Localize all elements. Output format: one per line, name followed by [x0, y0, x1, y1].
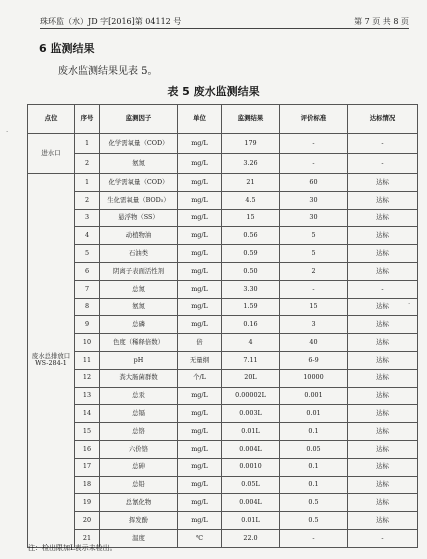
parameter-cell: 石油类	[100, 245, 178, 263]
table-row	[28, 262, 418, 280]
parameter-cell: 总汞	[100, 387, 178, 405]
standard-cell: 40	[280, 334, 348, 352]
index-cell: 12	[75, 369, 100, 387]
table-row	[28, 245, 418, 263]
result-cell: 0.01L	[222, 423, 280, 441]
compliance-cell: 达标	[348, 494, 418, 512]
parameter-cell: 六价铬	[100, 440, 178, 458]
footnote: 注：检出限加L表示未检出。	[28, 544, 117, 552]
index-cell: 8	[75, 298, 100, 316]
result-cell: 21	[222, 174, 280, 192]
unit-cell: mg/L	[178, 387, 222, 405]
result-cell: 0.004L	[222, 494, 280, 512]
parameter-cell: 氨氮	[100, 298, 178, 316]
unit-cell: mg/L	[178, 405, 222, 423]
index-cell: 6	[75, 262, 100, 280]
standard-cell: 3	[280, 316, 348, 334]
result-cell: 3.26	[222, 154, 280, 174]
table-row	[28, 298, 418, 316]
compliance-cell: 达标	[348, 351, 418, 369]
header-parameter: 监测因子	[100, 105, 178, 134]
result-cell: 0.0010	[222, 458, 280, 476]
compliance-cell: 达标	[348, 245, 418, 263]
page-number: 第 7 页 共 8 页	[354, 17, 409, 26]
margin-mark: ·	[6, 128, 9, 136]
result-cell: 0.05L	[222, 476, 280, 494]
unit-cell: mg/L	[178, 298, 222, 316]
compliance-cell: 达标	[348, 316, 418, 334]
standard-cell: 0.001	[280, 387, 348, 405]
table-row	[28, 209, 418, 227]
parameter-cell: 温度	[100, 529, 178, 547]
result-cell: 4.5	[222, 191, 280, 209]
location-cell: 废水总排放口 WS-284-1	[28, 174, 75, 548]
index-cell: 14	[75, 405, 100, 423]
standard-cell: 2	[280, 262, 348, 280]
index-cell: 10	[75, 334, 100, 352]
index-cell: 15	[75, 423, 100, 441]
index-cell: 19	[75, 494, 100, 512]
table-row	[28, 174, 418, 192]
parameter-cell: pH	[100, 351, 178, 369]
table-row	[28, 440, 418, 458]
header-index: 序号	[75, 105, 100, 134]
result-cell: 0.01L	[222, 512, 280, 530]
result-cell: 0.56	[222, 227, 280, 245]
index-cell: 9	[75, 316, 100, 334]
parameter-cell: 总铬	[100, 423, 178, 441]
parameter-cell: 生化需氧量（BOD₅）	[100, 191, 178, 209]
header-rule	[40, 28, 409, 29]
standard-cell: 0.5	[280, 512, 348, 530]
unit-cell: mg/L	[178, 423, 222, 441]
unit-cell: ℃	[178, 529, 222, 547]
unit-cell: mg/L	[178, 191, 222, 209]
parameter-cell: 悬浮物（SS）	[100, 209, 178, 227]
result-cell: 0.50	[222, 262, 280, 280]
compliance-cell: 达标	[348, 405, 418, 423]
index-cell: 13	[75, 387, 100, 405]
table-row	[28, 458, 418, 476]
result-cell: 0.16	[222, 316, 280, 334]
standard-cell: 0.05	[280, 440, 348, 458]
standard-cell: 5	[280, 245, 348, 263]
header-compliance: 达标情况	[348, 105, 418, 134]
table-row	[28, 512, 418, 530]
table-row	[28, 316, 418, 334]
unit-cell: mg/L	[178, 280, 222, 298]
table-row	[28, 154, 418, 174]
result-cell: 4	[222, 334, 280, 352]
unit-cell: mg/L	[178, 245, 222, 263]
page-header	[40, 16, 409, 32]
standard-cell: -	[280, 134, 348, 154]
header-result: 监测结果	[222, 105, 280, 134]
intro-text: 废水监测结果见表 5。	[58, 66, 158, 77]
margin-mark: ·	[408, 300, 411, 308]
compliance-cell: 达标	[348, 174, 418, 192]
result-cell: 0.00002L	[222, 387, 280, 405]
unit-cell: 无量纲	[178, 351, 222, 369]
parameter-cell: 阴离子表面活性剂	[100, 262, 178, 280]
table-row	[28, 369, 418, 387]
header-unit: 单位	[178, 105, 222, 134]
compliance-cell: -	[348, 154, 418, 174]
table-row	[28, 405, 418, 423]
table-row	[28, 280, 418, 298]
standard-cell: -	[280, 154, 348, 174]
unit-cell: mg/L	[178, 440, 222, 458]
index-cell: 1	[75, 134, 100, 154]
unit-cell: mg/L	[178, 512, 222, 530]
parameter-cell: 氨氮	[100, 154, 178, 174]
index-cell: 16	[75, 440, 100, 458]
result-cell: 22.0	[222, 529, 280, 547]
result-cell: 0.004L	[222, 440, 280, 458]
unit-cell: mg/L	[178, 458, 222, 476]
compliance-cell: 达标	[348, 423, 418, 441]
unit-cell: mg/L	[178, 494, 222, 512]
unit-cell: mg/L	[178, 174, 222, 192]
index-cell: 18	[75, 476, 100, 494]
table-row	[28, 423, 418, 441]
unit-cell: mg/L	[178, 209, 222, 227]
parameter-cell: 总氰化物	[100, 494, 178, 512]
standard-cell: -	[280, 280, 348, 298]
parameter-cell: 挥发酚	[100, 512, 178, 530]
result-cell: 7.11	[222, 351, 280, 369]
unit-cell: mg/L	[178, 476, 222, 494]
table-row	[28, 134, 418, 154]
index-cell: 3	[75, 209, 100, 227]
unit-cell: mg/L	[178, 227, 222, 245]
unit-cell: mg/L	[178, 154, 222, 174]
parameter-cell: 色度（稀释倍数）	[100, 334, 178, 352]
index-cell: 5	[75, 245, 100, 263]
index-cell: 2	[75, 191, 100, 209]
table-row	[28, 494, 418, 512]
compliance-cell: 达标	[348, 191, 418, 209]
index-cell: 1	[75, 174, 100, 192]
parameter-cell: 化学需氧量（COD）	[100, 134, 178, 154]
standard-cell: 0.1	[280, 476, 348, 494]
compliance-cell: 达标	[348, 369, 418, 387]
compliance-cell: 达标	[348, 387, 418, 405]
location-cell: 进水口	[28, 134, 75, 174]
compliance-cell: 达标	[348, 298, 418, 316]
index-cell: 4	[75, 227, 100, 245]
standard-cell: 0.5	[280, 494, 348, 512]
table-row	[28, 387, 418, 405]
compliance-cell: -	[348, 134, 418, 154]
compliance-cell: 达标	[348, 458, 418, 476]
parameter-cell: 化学需氧量（COD）	[100, 174, 178, 192]
unit-cell: 倍	[178, 334, 222, 352]
parameter-cell: 粪大肠菌群数	[100, 369, 178, 387]
compliance-cell: 达标	[348, 262, 418, 280]
parameter-cell: 动植物油	[100, 227, 178, 245]
standard-cell: 10000	[280, 369, 348, 387]
result-cell: 3.30	[222, 280, 280, 298]
index-cell: 17	[75, 458, 100, 476]
result-cell: 20L	[222, 369, 280, 387]
standard-cell: 0.1	[280, 423, 348, 441]
result-cell: 0.59	[222, 245, 280, 263]
compliance-cell: -	[348, 529, 418, 547]
result-cell: 1.59	[222, 298, 280, 316]
compliance-cell: 达标	[348, 476, 418, 494]
table-row	[28, 227, 418, 245]
unit-cell: mg/L	[178, 316, 222, 334]
header-location: 点位	[28, 105, 75, 134]
table-row	[28, 334, 418, 352]
standard-cell: 15	[280, 298, 348, 316]
table-header-row	[28, 105, 418, 134]
table-title: 表 5 废水监测结果	[167, 85, 260, 98]
compliance-cell: 达标	[348, 440, 418, 458]
header-standard: 评价标准	[280, 105, 348, 134]
parameter-cell: 总铅	[100, 476, 178, 494]
result-cell: 15	[222, 209, 280, 227]
result-cell: 179	[222, 134, 280, 154]
standard-cell: 5	[280, 227, 348, 245]
compliance-cell: -	[348, 280, 418, 298]
standard-cell: 6-9	[280, 351, 348, 369]
parameter-cell: 总镉	[100, 405, 178, 423]
parameter-cell: 总氮	[100, 280, 178, 298]
wastewater-results-table	[27, 104, 418, 548]
report-number: 珠环监（水）JD 字[2016]第 04112 号	[40, 17, 182, 26]
index-cell: 2	[75, 154, 100, 174]
compliance-cell: 达标	[348, 227, 418, 245]
parameter-cell: 总砷	[100, 458, 178, 476]
index-cell: 7	[75, 280, 100, 298]
standard-cell: 30	[280, 191, 348, 209]
section-title: 6 监测结果	[39, 42, 95, 55]
result-cell: 0.003L	[222, 405, 280, 423]
index-cell: 21	[75, 529, 100, 547]
compliance-cell: 达标	[348, 209, 418, 227]
unit-cell: mg/L	[178, 262, 222, 280]
table-row	[28, 476, 418, 494]
index-cell: 11	[75, 351, 100, 369]
standard-cell: 0.01	[280, 405, 348, 423]
standard-cell: 0.1	[280, 458, 348, 476]
compliance-cell: 达标	[348, 334, 418, 352]
standard-cell: 60	[280, 174, 348, 192]
standard-cell: -	[280, 529, 348, 547]
table-row	[28, 191, 418, 209]
unit-cell: 个/L	[178, 369, 222, 387]
index-cell: 20	[75, 512, 100, 530]
compliance-cell: 达标	[348, 512, 418, 530]
unit-cell: mg/L	[178, 134, 222, 154]
standard-cell: 30	[280, 209, 348, 227]
table-row	[28, 351, 418, 369]
parameter-cell: 总磷	[100, 316, 178, 334]
